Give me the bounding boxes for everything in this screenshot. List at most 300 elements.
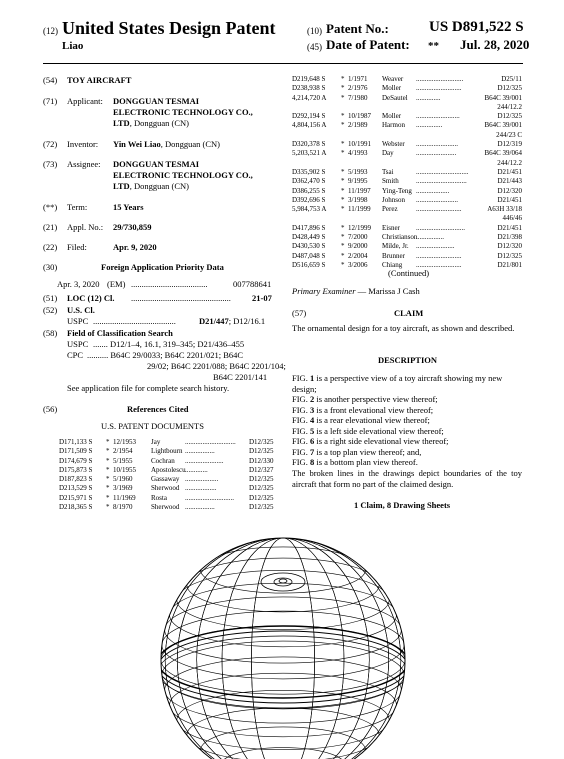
reference-cell: 244/12.2 [497,102,522,111]
reference-cell: 5,203,521 A [292,149,327,158]
reference-cell: D21/443 [497,177,522,186]
reference-cell: D12/327 [249,465,274,474]
refs-subtitle: U.S. PATENT DOCUMENTS [101,421,204,431]
reference-cell: ...................... [185,456,224,465]
reference-row [292,195,522,204]
applicant-code: (71) [43,96,58,106]
reference-cell: Sherwood [151,503,180,512]
reference-cell: 2/1954 [113,447,133,456]
reference-cell: Sherwood [151,484,180,493]
inventor-short: Liao [62,40,84,52]
longitude-line [222,538,344,759]
figure-number: 2 [309,394,315,404]
reference-cell: .................. [185,484,217,493]
reference-cell: ............................. [416,177,467,186]
reference-cell: * [106,456,110,465]
date-stars: ** [428,40,439,52]
right-references-list [292,74,522,269]
reference-cell: * [341,121,345,130]
reference-cell: D12/325 [249,447,274,456]
figure-text: is a perspective view of a toy aircraft showing my new design; [292,373,503,394]
reference-row [292,148,522,157]
title-code: (54) [43,75,58,85]
inventor-value: Yin Wei Liao, Dongguan (CN) [113,139,220,149]
reference-row [59,446,277,455]
reference-cell: 244/12.2 [497,158,522,167]
reference-cell: * [106,465,110,474]
reference-row [292,74,522,83]
reference-cell: D12/325 [249,438,274,446]
reference-cell: Weaver [382,75,404,83]
reference-continuation [292,130,522,139]
reference-cell: D12/325 [497,84,522,93]
reference-row [59,465,277,474]
applicant-line2: ELECTRONIC TECHNOLOGY CO., [113,107,253,117]
reference-continuation [292,213,522,222]
reference-row [292,120,522,129]
claim-title: CLAIM [394,308,424,318]
reference-cell: * [341,205,345,214]
reference-cell: Ying-Teng [382,186,412,195]
claim-text: The ornamental design for a toy aircraft, as shown and described. [292,323,515,333]
patent-no-label: Patent No.: [326,21,389,36]
reference-cell: .......................... [416,251,462,260]
figure-prefix: FIG. [292,394,310,404]
reference-row [292,83,522,92]
foreign-code: (30) [43,262,58,272]
reference-cell: Moller [382,84,402,93]
reference-cell: ................. [185,447,215,456]
reference-cell: D21/801 [497,260,522,269]
reference-cell: Brunner [382,251,405,260]
reference-cell: D428,449 S [292,233,326,242]
reference-cell: D386,255 S [292,186,326,195]
reference-cell: * [341,93,345,102]
figure-number: 6 [309,436,315,446]
filed-label: Filed: [67,242,87,252]
code-12: (12) [43,26,58,36]
reference-cell: 11/1969 [113,493,136,502]
figure-description [292,436,522,447]
reference-cell: D12/325 [249,493,274,502]
reference-cell: D12/325 [497,251,522,260]
reference-cell: D392,696 S [292,195,326,204]
left-references-list [59,437,277,511]
figure-text: is a rear elevational view thereof; [314,415,430,425]
reference-cell: .............. [416,93,441,102]
field-uspc: ....... D12/1–4, 16.1, 319–345; D21/436–455 [93,339,245,349]
reference-cell: D417,896 S [292,223,326,232]
see-application: See application file for complete search history. [67,383,230,393]
figure-list [292,373,522,468]
reference-cell: 10/1991 [348,140,371,149]
reference-cell: D362,470 S [292,177,326,186]
reference-cell: DeSautel [382,93,408,102]
uspc-dots: ....................................... [93,316,176,326]
toy-aircraft-drawing [136,520,431,759]
reference-cell: Christianson [382,233,418,242]
reference-cell: 5,984,753 A [292,205,327,214]
inventor-label: Inventor: [67,139,99,149]
appl-value: 29/730,859 [113,222,152,232]
reference-cell: B64C 39/064 [484,149,522,158]
reference-cell: 8/1970 [113,503,133,512]
reference-row [292,241,522,250]
uspc-label: USPC [67,316,89,326]
reference-cell: D12/325 [249,484,274,493]
reference-cell: 5/1960 [113,475,133,484]
reference-cell: Gassaway [151,475,180,484]
assignee-code: (73) [43,159,58,169]
reference-cell: ............................ [416,223,465,232]
reference-cell: D21/451 [497,195,522,204]
reference-cell: 9/1995 [348,177,368,186]
claim-code: (57) [292,308,307,318]
reference-cell: * [341,112,345,121]
reference-row [59,456,277,465]
reference-cell: D487,048 S [292,251,326,260]
code-10: (10) [307,26,322,36]
reference-cell: 12/1953 [113,438,136,446]
inventor-code: (72) [43,139,58,149]
reference-cell: D12/330 [249,456,274,465]
figure-prefix: FIG. [292,373,310,383]
reference-cell: ............. [185,465,208,474]
reference-cell: 12/1999 [348,223,371,232]
figure-prefix: FIG. [292,404,310,415]
patent-header [0,0,564,60]
reference-cell: * [341,233,345,242]
longitude-line [177,538,388,759]
header-rule [43,63,523,64]
reference-cell: 2/2004 [348,251,368,260]
reference-cell: * [106,447,110,456]
reference-cell: ...................... [416,242,455,251]
reference-cell: D430,530 S [292,242,326,251]
reference-cell: D12/319 [497,140,522,149]
cpc-line2: 29/02; B64C 2201/088; B64C 2201/104; [147,361,286,371]
right-column [292,68,522,528]
reference-cell: 2/1989 [348,121,368,130]
term-value: 15 Years [113,202,144,212]
field-uspc-label: USPC [67,339,89,349]
code-45: (45) [307,42,322,52]
reference-cell: ........................... [416,75,464,83]
reference-cell: * [341,260,345,269]
claims-sheets: 1 Claim, 8 Drawing Sheets [354,500,451,510]
reference-cell: D12/320 [497,242,522,251]
reference-cell: ............................ [185,493,234,502]
applicant-line3: LTD, Dongguan (CN) [113,118,189,128]
latitude-line [177,690,389,749]
applicant-line1: DONGGUAN TESMAI [113,96,200,106]
reference-cell: ................ [416,233,444,242]
reference-cell: B64C 39/001 [484,121,522,130]
reference-cell: D21/451 [497,167,522,176]
cpc-line3: B64C 2201/141 [213,372,268,382]
field-code: (58) [43,328,58,338]
uscl-code: (52) [43,305,58,315]
reference-row [59,493,277,502]
foreign-country: (EM) [107,279,126,289]
invention-title: TOY AIRCRAFT [67,75,132,85]
reference-cell: 244/23 C [496,130,522,139]
reference-cell: * [106,438,110,446]
reference-row [292,232,522,241]
reference-cell: D12/325 [249,475,274,484]
reference-continuation [292,102,522,111]
figure-description [292,394,522,405]
figure-text: is a right side elevational view thereof; [314,436,449,446]
figure-number: 8 [309,457,315,467]
reference-cell: D21/451 [497,223,522,232]
document-title: United States Design Patent [62,18,276,38]
reference-cell: * [341,75,345,83]
reference-cell: Lightbourn [151,447,183,456]
reference-cell: 4/1993 [348,149,368,158]
foreign-number: 007788641 [233,279,272,289]
description-title: DESCRIPTION [378,355,438,365]
reference-cell: D171,133 S [59,438,93,446]
reference-cell: Eisner [382,223,400,232]
figure-prefix: FIG. [292,436,310,446]
reference-cell: D12/320 [497,186,522,195]
reference-cell: * [341,149,345,158]
reference-row [59,502,277,511]
assignee-label: Assignee: [67,159,101,169]
patent-date: Jul. 28, 2020 [460,37,530,52]
reference-cell: * [341,242,345,251]
figure-number: 5 [309,425,315,436]
figure-description [292,405,522,416]
loc-code: (51) [43,293,58,303]
reference-cell: 10/1987 [348,112,371,121]
foreign-dots: .................................... [131,279,208,289]
patent-number: US D891,522 S [429,19,524,35]
reference-cell: 7/2000 [348,233,368,242]
date-label: Date of Patent: [326,37,410,52]
reference-cell: * [106,484,110,493]
figure-description [292,447,522,458]
reference-row [59,483,277,492]
figure-description [292,457,522,468]
reference-cell: 7/1980 [348,93,368,102]
reference-cell: * [106,503,110,512]
reference-cell: ........................ [416,195,458,204]
reference-cell: D292,194 S [292,112,326,121]
reference-cell: D21/398 [497,233,522,242]
longitude-line [197,538,370,759]
reference-cell: 3/1969 [113,484,133,493]
appl-code: (21) [43,222,58,232]
term-label: Term: [67,202,88,212]
reference-cell: .......................... [416,260,462,269]
appl-label: Appl. No.: [67,222,104,232]
latitude-line [170,673,397,737]
reference-cell: .............................. [416,167,469,176]
reference-cell: 11/1999 [348,205,371,214]
reference-cell: ....................... [416,149,457,158]
figure-text: is a bottom plan view thereof. [314,457,418,467]
figure-number: 3 [309,404,315,415]
reference-cell: Harmon [382,121,405,130]
figure-prefix: FIG. [292,446,310,457]
reference-cell: .......................... [416,84,462,93]
reference-cell: ................. [185,503,215,512]
latitude-line [187,708,379,759]
reference-cell: D213,529 S [59,484,93,493]
cpc-line1: .......... B64C 29/0033; B64C 2201/021; B64C [87,350,244,360]
reference-cell: D175,873 S [59,465,93,474]
figure-text: is a left side elevational view thereof; [314,425,444,436]
reference-cell: * [341,84,345,93]
reference-row [292,204,522,213]
reference-row [292,186,522,195]
reference-cell: 4,214,720 A [292,93,327,102]
figure-text: is a front elevational view thereof; [314,404,434,415]
reference-cell: ................... [185,475,219,484]
reference-cell: * [341,186,345,195]
reference-row [292,167,522,176]
refs-code: (56) [43,404,58,414]
applicant-label: Applicant: [67,96,103,106]
reference-cell: D187,823 S [59,475,93,484]
figure-prefix: FIG. [292,425,310,436]
uscl-label: U.S. Cl. [67,305,95,315]
reference-cell: Chiang [382,260,403,269]
reference-cell: D335,902 S [292,167,326,176]
broken-lines-note: The broken lines in the drawings depict boundaries of the toy aircraft that form no part of the claimed design. [292,468,522,489]
reference-row [292,93,522,102]
continued-label: (Continued) [388,268,430,278]
reference-cell: * [341,223,345,232]
assignee-line1: DONGGUAN TESMAI [113,159,200,169]
latitude-line [221,748,345,759]
reference-cell: .......................... [416,205,462,214]
figure-text: is another perspective view thereof; [314,394,438,404]
longitude-line [222,538,344,759]
reference-cell: 3/2006 [348,260,368,269]
figure-number: 1 [309,373,315,383]
reference-row [59,437,277,446]
reference-cell: D215,971 S [59,493,93,502]
reference-row [292,139,522,148]
figure-number: 4 [309,415,315,425]
reference-cell: D12/325 [497,112,522,121]
reference-row [292,223,522,232]
reference-cell: D25/11 [501,75,522,83]
reference-cell: D320,378 S [292,140,326,149]
reference-cell: Jay [151,438,161,446]
reference-cell: * [341,195,345,204]
loc-value: 21-07 [252,293,272,303]
reference-cell: 446/46 [502,214,522,223]
assignee-line2: ELECTRONIC TECHNOLOGY CO., [113,170,253,180]
left-column [43,68,286,528]
term-code: (**) [43,202,58,212]
reference-cell: * [106,475,110,484]
sphere-lattice [158,538,408,759]
reference-cell: D12/325 [249,503,274,512]
reference-cell: D174,679 S [59,456,93,465]
figure-prefix: FIG. [292,457,310,467]
reference-cell: Smith [382,177,399,186]
reference-cell: D219,648 S [292,75,326,83]
assignee-line3: LTD, Dongguan (CN) [113,181,189,191]
reference-cell: * [341,251,345,260]
reference-cell: * [106,493,110,502]
reference-row [292,176,522,185]
reference-cell: 5/1955 [113,456,133,465]
reference-cell: D238,938 S [292,84,326,93]
refs-title: References Cited [127,404,189,414]
foreign-date: Apr. 3, 2020 [57,279,100,289]
reference-cell: D516,659 S [292,260,326,269]
reference-cell: 5/1993 [348,167,368,176]
figure-text: is a top plan view thereof; and, [314,446,422,457]
reference-row [292,111,522,120]
reference-cell: ........................ [416,140,458,149]
reference-cell: 2/1976 [348,84,368,93]
figure-description [292,426,522,437]
filed-value: Apr. 9, 2020 [113,242,157,252]
reference-cell: Cochran [151,456,175,465]
reference-row [59,474,277,483]
uspc-value: D21/447; D12/16.1 [199,316,266,326]
reference-cell: Milde, Jr. [382,242,409,251]
figure-prefix: FIG. [292,415,310,425]
reference-cell: Tsai [382,167,394,176]
filed-code: (22) [43,242,58,252]
reference-cell: ......................... [416,112,460,121]
reference-cell: 10/1955 [113,465,136,474]
reference-cell: ............... [416,121,443,130]
reference-cell: Moller [382,112,402,121]
foreign-title: Foreign Application Priority Data [101,262,224,272]
reference-continuation [292,158,522,167]
reference-cell: D218,365 S [59,503,93,512]
reference-cell: Day [382,149,394,158]
latitude-line [201,727,366,759]
reference-cell: * [341,177,345,186]
figure-description [292,415,522,426]
loc-dots: ............................................... [131,293,231,303]
reference-cell: D171,509 S [59,447,93,456]
reference-cell: B64C 39/001 [484,93,522,102]
loc-label: LOC (12) Cl. [67,293,115,303]
reference-cell: A63H 33/18 [487,205,522,214]
longitude-line [177,538,388,759]
reference-cell: Apostolescu [151,465,186,474]
reference-cell: ............................. [185,438,236,446]
reference-cell: * [341,167,345,176]
reference-cell: * [341,140,345,149]
reference-cell: Johnson [382,195,405,204]
figure-number: 7 [309,446,315,457]
reference-cell: 9/2000 [348,242,368,251]
reference-cell: 1/1971 [348,75,368,83]
cpc-label: CPC [67,350,84,360]
figure-description [292,373,522,394]
reference-cell: 11/1997 [348,186,371,195]
reference-cell: 4,804,156 A [292,121,327,130]
field-label: Field of Classification Search [67,328,173,338]
latitude-line [162,611,404,679]
latitude-line [170,583,397,647]
reference-cell: Webster [382,140,405,149]
reference-cell: 3/1998 [348,195,368,204]
reference-row [292,251,522,260]
